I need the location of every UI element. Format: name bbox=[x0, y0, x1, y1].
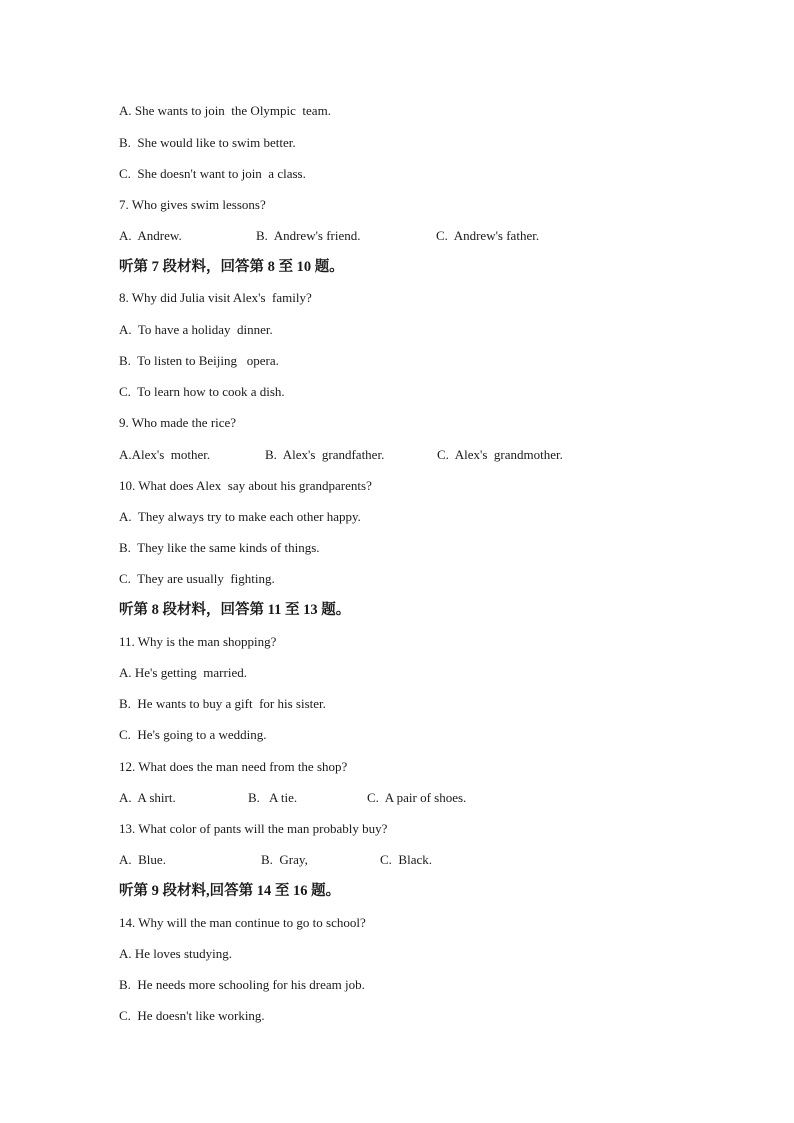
question-10: 10. What does Alex say about his grandparents? bbox=[119, 478, 372, 493]
question-7: 7. Who gives swim lessons? bbox=[119, 197, 266, 212]
q10-option-a: A. They always try to make each other happy. bbox=[119, 509, 361, 524]
q11-option-b: B. He wants to buy a gift for his sister. bbox=[119, 696, 326, 711]
q8-option-c: C. To learn how to cook a dish. bbox=[119, 384, 285, 399]
question-11: 11. Why is the man shopping? bbox=[119, 634, 277, 649]
q7-option-b: B. Andrew's friend. bbox=[256, 228, 361, 243]
q9-option-c: C. Alex's grandmother. bbox=[437, 447, 563, 462]
q7-option-c: C. Andrew's father. bbox=[436, 228, 540, 243]
q9-option-a: A.Alex's mother. bbox=[119, 447, 211, 462]
q14-option-b: B. He needs more schooling for his dream job. bbox=[119, 977, 365, 992]
q9-option-b: B. Alex's grandfather. bbox=[265, 447, 385, 462]
q10-option-b: B. They like the same kinds of things. bbox=[119, 540, 320, 555]
question-14: 14. Why will the man continue to go to school? bbox=[119, 915, 366, 930]
q14-option-a: A. He loves studying. bbox=[119, 946, 233, 961]
q12-option-c: C. A pair of shoes. bbox=[367, 790, 467, 805]
q12-option-b: B. A tie. bbox=[248, 790, 298, 805]
q11-option-a: A. He's getting married. bbox=[119, 665, 247, 680]
section-heading-9: 听第 9 段材料,回答第 14 至 16 题。 bbox=[119, 883, 341, 899]
q13-option-c: C. Black. bbox=[380, 852, 432, 867]
section-heading-8: 听第 8 段材料，回答第 11 至 13 题。 bbox=[119, 602, 351, 618]
q12-option-a: A. A shirt. bbox=[119, 790, 176, 805]
section-heading-7: 听第 7 段材料，回答第 8 至 10 题。 bbox=[119, 259, 344, 275]
q11-option-c: C. He's going to a wedding. bbox=[119, 727, 267, 742]
q8-option-a: A. To have a holiday dinner. bbox=[119, 322, 273, 337]
q6-option-a: A. She wants to join the Olympic team. bbox=[119, 103, 331, 118]
q14-option-c: C. He doesn't like working. bbox=[119, 1008, 265, 1023]
q10-option-c: C. They are usually fighting. bbox=[119, 571, 275, 586]
question-9: 9. Who made the rice? bbox=[119, 415, 237, 430]
q6-option-c: C. She doesn't want to join a class. bbox=[119, 166, 306, 181]
q8-option-b: B. To listen to Beijing opera. bbox=[119, 353, 279, 368]
q7-option-a: A. Andrew. bbox=[119, 228, 182, 243]
question-13: 13. What color of pants will the man probably buy? bbox=[119, 821, 388, 836]
question-8: 8. Why did Julia visit Alex's family? bbox=[119, 290, 312, 305]
q13-option-b: B. Gray, bbox=[261, 852, 308, 867]
q6-option-b: B. She would like to swim better. bbox=[119, 135, 296, 150]
q13-option-a: A. Blue. bbox=[119, 852, 166, 867]
question-12: 12. What does the man need from the shop? bbox=[119, 759, 348, 774]
